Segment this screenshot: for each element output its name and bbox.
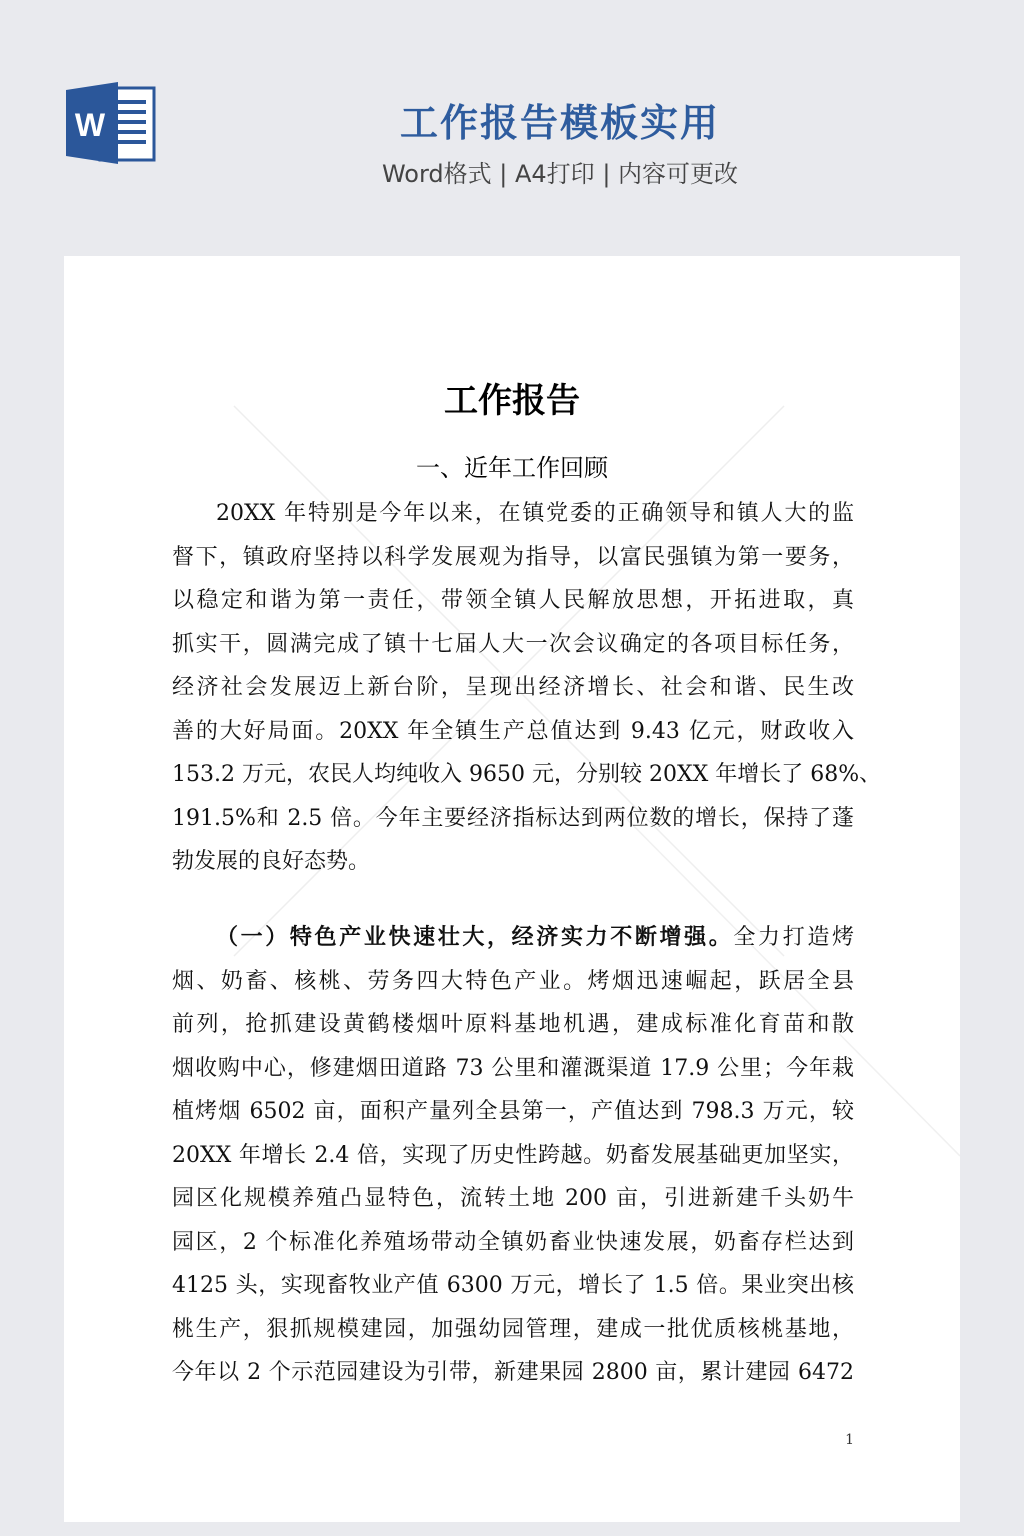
banner-title: 工作报告模板实用 [399, 101, 720, 145]
page-number: 1 [845, 1432, 854, 1448]
paragraph-line: 善的大好局面。20XX 年全镇生产总值达到 9.43 亿元，财政收入 [172, 718, 854, 744]
paragraph-line: 烟、奶畜、核桃、劳务四大特色产业。烤烟迅速崛起，跃居全县 [172, 968, 854, 994]
section-heading: 一、近年工作回顾 [416, 454, 608, 482]
word-logo-letter: W [74, 107, 106, 143]
paragraph-line: 以稳定和谐为第一责任，带领全镇人民解放思想，开拓进取，真 [172, 588, 854, 613]
paragraph-line: 前列，抢抓建设黄鹤楼烟叶原料基地机遇，建成标准化育苗和散 [172, 1012, 854, 1037]
paragraph-line: 园区，2 个标准化养殖场带动全镇奶畜业快速发展，奶畜存栏达到 [172, 1229, 854, 1255]
paragraph-line: 植烤烟 6502 亩，面积产量列全县第一，产值达到 798.3 万元，较 [172, 1099, 854, 1124]
paragraph-text: 全力打造烤 [733, 925, 854, 950]
paragraph-line: 20XX 年增长 2.4 倍，实现了历史性跨越。奶畜发展基础更加坚实， [172, 1142, 854, 1168]
paragraph-line: 经济社会发展迈上新台阶，呈现出经济增长、社会和谐、民生改 [172, 675, 854, 700]
paragraph-line: 191.5%和 2.5 倍。今年主要经济指标达到两位数的增长，保持了蓬 [172, 805, 854, 831]
paragraph-line: 抓实干，圆满完成了镇十七届人大一次会议确定的各项目标任务， [172, 631, 854, 657]
paragraph-1 [172, 492, 882, 884]
document-page [64, 256, 960, 1522]
paragraph-line: 园区化规模养殖凸显特色，流转土地 200 亩，引进新建千头奶牛 [172, 1186, 854, 1211]
paragraph-line: 4125 头，实现畜牧业产值 6300 万元，增长了 1.5 倍。果业突出核 [172, 1273, 854, 1298]
paragraph-2 [172, 916, 854, 1395]
paragraph-line: 烟收购中心，修建烟田道路 73 公里和灌溉渠道 17.9 公里；今年栽 [172, 1055, 854, 1081]
paragraph-line: 20XX 年特别是今年以来，在镇党委的正确领导和镇人大的监 [216, 501, 854, 526]
subsection-heading: （一）特色产业快速壮大，经济实力不断增强。 [216, 924, 734, 950]
paragraph-line: 桃生产，狠抓规模建园，加强幼园管理，建成一批优质核桃基地， [172, 1316, 854, 1342]
paragraph-line: 勃发展的良好态势。 [172, 849, 371, 874]
paragraph-line [172, 916, 854, 960]
paragraph-line: 督下，镇政府坚持以科学发展观为指导，以富民强镇为第一要务， [172, 544, 854, 570]
banner-subtitle: Word格式 | A4打印 | 内容可更改 [381, 160, 739, 188]
paragraph-line: 今年以 2 个示范园建设为引带，新建果园 2800 亩，累计建园 6472 [172, 1360, 854, 1385]
paragraph-line: 153.2 万元，农民人均纯收入 9650 元，分别较 20XX 年增长了 68%、 [172, 762, 882, 787]
word-document-icon [66, 82, 156, 164]
header-banner [0, 0, 1024, 256]
document-title: 工作报告 [444, 381, 580, 421]
